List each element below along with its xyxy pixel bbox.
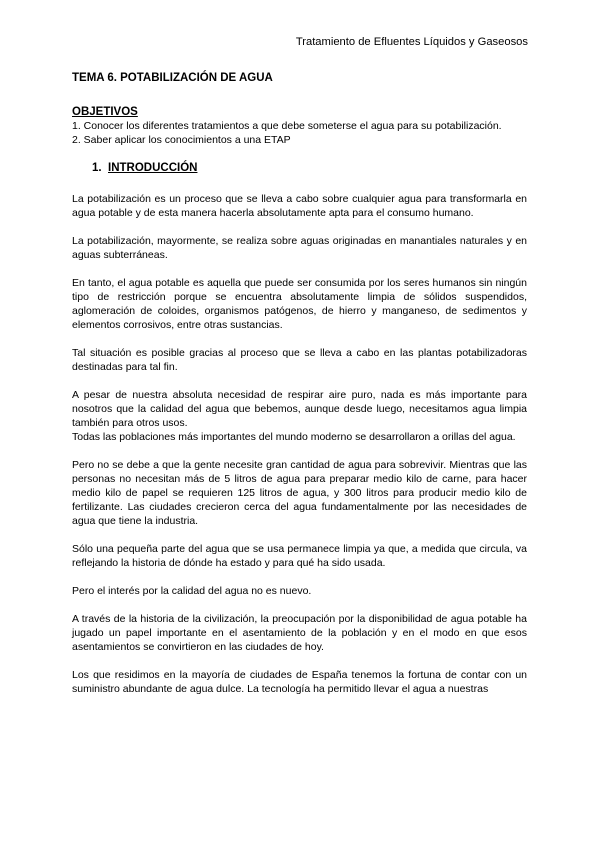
running-header: Tratamiento de Efluentes Líquidos y Gaseosos [295, 36, 528, 48]
paragraph: A pesar de nuestra absoluta necesidad de respirar aire puro, nada es más importante para nosotros que la calidad del agua que bebemos, aunque desde luego, necesitamos agua limpia también para otros usos. [72, 389, 527, 429]
paragraph: Pero el interés por la calidad del agua no es nuevo. [72, 585, 312, 597]
paragraph: A través de la historia de la civilización, la preocupación por la disponibilidad de agua potable ha jugado un papel importante en el asentamiento de la población y en el modo en que esos asentamientos se convirtieron en las ciudades de hoy. [72, 613, 527, 653]
objective-item: 2. Saber aplicar los conocimientos a una ETAP [72, 134, 291, 146]
paragraph: Los que residimos en la mayoría de ciudades de España tenemos la fortuna de contar con un suministro abundante de agua dulce. La tecnología ha permitido llevar el agua a nuestras [72, 669, 527, 695]
paragraph: La potabilización, mayormente, se realiza sobre aguas originadas en manantiales naturales y en aguas subterráneas. [72, 235, 527, 261]
paragraph: Tal situación es posible gracias al proceso que se lleva a cabo en las plantas potabilizadoras destinadas para tal fin. [72, 347, 527, 373]
paragraph: La potabilización es un proceso que se lleva a cabo sobre cualquier agua para transformarla en agua potable y de esta manera hacerla absolutamente apta para el consumo humano. [72, 193, 527, 219]
page-title: TEMA 6. POTABILIZACIÓN DE AGUA [72, 72, 273, 84]
objective-item: 1. Conocer los diferentes tratamientos a que debe someterse el agua para su potabilización. [72, 120, 502, 132]
page-content [72, 71, 527, 696]
paragraph: Pero no se debe a que la gente necesite gran cantidad de agua para sobrevivir. Mientras que las personas no necesitan más de 5 litros de agua para preparar medio kilo de carne, para hacer medio kilo de papel se requieren 125 litros de agua, y 300 litros para producir medio kilo de fertilizante. Las ciudades crecieron cerca del agua fundamentalmente por las necesidades de agua que tiene la industria. [72, 459, 527, 527]
paragraph: Sólo una pequeña parte del agua que se usa permanece limpia ya que, a medida que circula, va reflejando la historia de dónde ha estado y para qué ha sido usada. [72, 543, 527, 569]
section-number: 1. [92, 162, 102, 174]
section-title: INTRODUCCIÓN [108, 162, 198, 174]
objectives-heading: OBJETIVOS [72, 106, 138, 118]
paragraph: Todas las poblaciones más importantes del mundo moderno se desarrollaron a orillas del agua. [72, 431, 516, 443]
section-heading [92, 161, 527, 175]
paragraph: En tanto, el agua potable es aquella que puede ser consumida por los seres humanos sin ningún tipo de restricción porque se encuentra absolutamente limpia de sólidos suspendidos, aglomeración de coloides, organismos patógenos, de hierro y manganeso, de sedimentos y elementos corrosivos, entre otras sustancias. [72, 277, 527, 331]
objectives-list [72, 119, 527, 147]
